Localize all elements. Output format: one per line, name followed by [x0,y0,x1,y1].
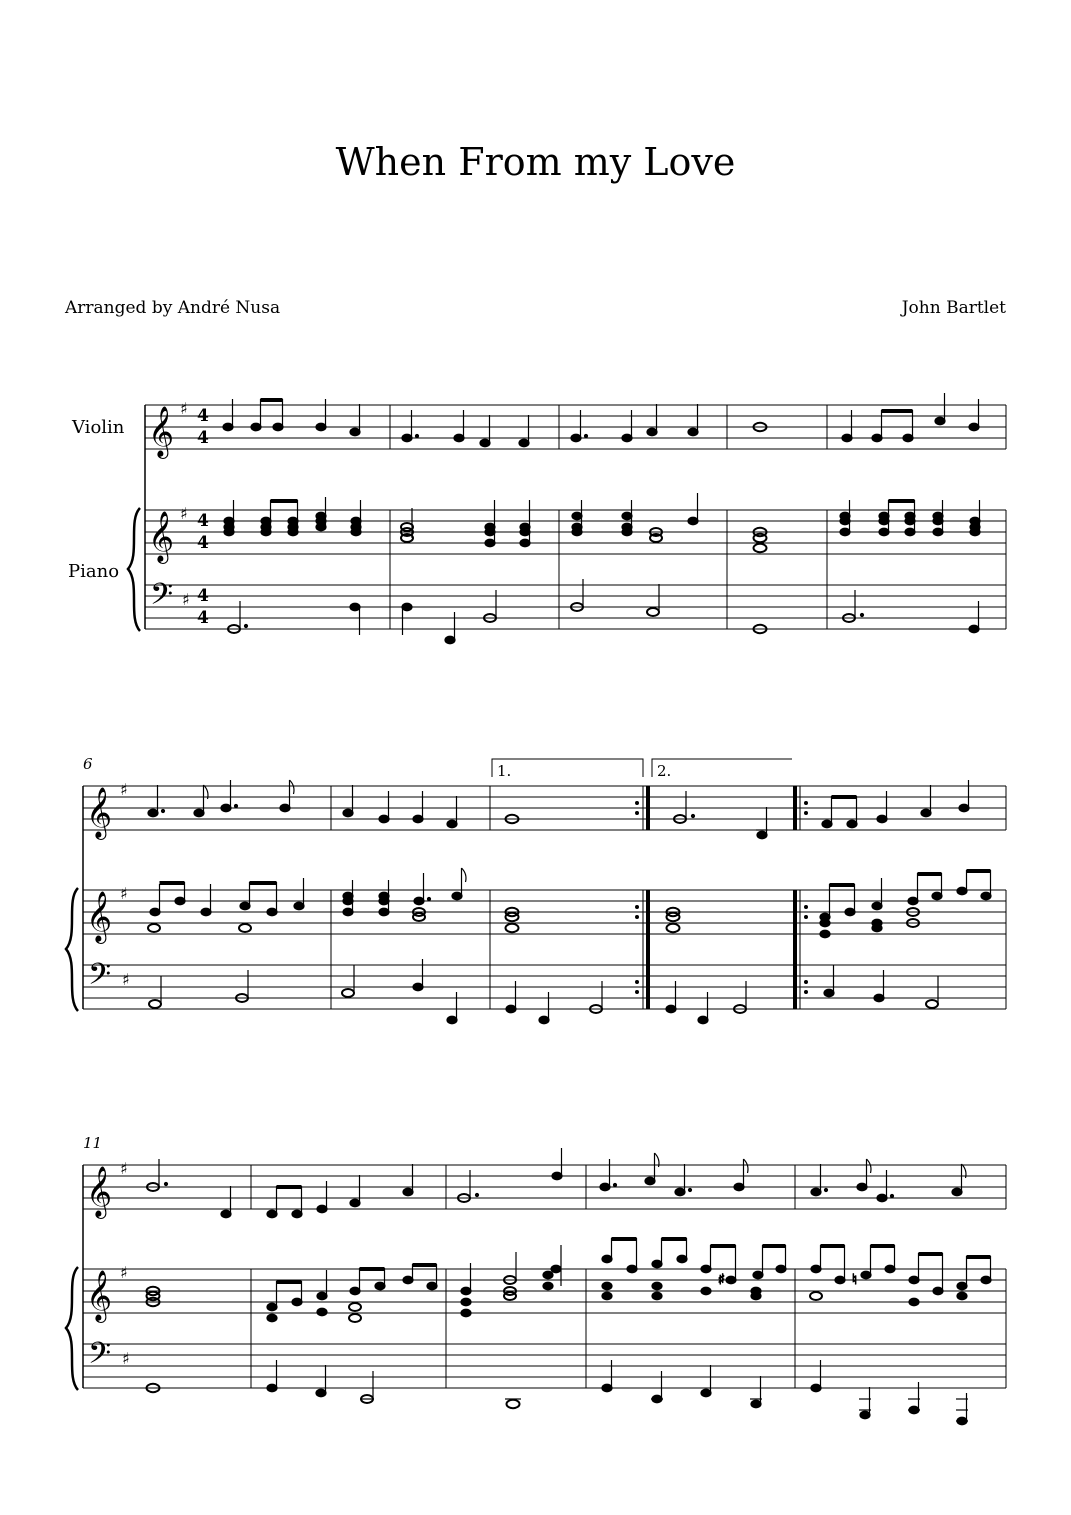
sharp-icon: ♯ [120,884,128,903]
piano-label: Piano [68,561,120,582]
piano-brace [66,1267,78,1390]
treble-clef-icon: 𝄞 [148,511,175,562]
arranger-credit: Arranged by André Nusa [65,298,281,318]
svg-text:4: 4 [197,511,209,531]
sharp-icon: ♯ [120,1159,128,1178]
time-signature [197,406,209,628]
treble-clef-icon: 𝄞 [86,1166,113,1217]
treble-clef-icon: 𝄞 [86,891,113,942]
piano-bass-notes [147,1360,969,1425]
violin-label: Violin [72,417,125,438]
piano-bass-notes [228,579,979,644]
sharp-icon: ♯ [182,590,190,609]
violin-notes [147,1148,966,1218]
svg-text:4: 4 [197,586,209,606]
system-3 [66,1134,1006,1425]
piano-bass-staff [83,1344,1006,1388]
sharp-icon: ♯ [718,1272,725,1288]
piano-brace [128,508,140,631]
composer-credit: John Bartlet [901,298,1006,318]
piano-brace [66,888,78,1011]
piano-treble-staff [83,890,1006,934]
system-2 [66,755,1006,1024]
measure-number: 11 [83,1134,103,1152]
bass-clef-icon: 𝄢 [150,578,174,619]
page-title: When From my Love [335,140,736,184]
bass-clef-icon: 𝄢 [88,958,112,999]
svg-text:4: 4 [197,533,209,553]
sharp-icon: ♯ [122,970,130,989]
violin-notes [223,393,979,447]
sharp-icon: ♯ [120,780,128,799]
svg-text:4: 4 [197,428,209,448]
piano-bass-notes [149,959,938,1024]
bass-clef-icon: 𝄢 [88,1337,112,1378]
measure-number: 6 [83,755,93,773]
piano-treble-notes [148,868,991,938]
piano-bass-staff [145,585,1006,629]
volta-second: 2. [657,762,672,780]
sharp-icon: ♯ [120,1263,128,1282]
piano-bass-staff [83,965,1006,1009]
system-1 [128,393,1006,644]
svg-text:4: 4 [197,406,209,426]
treble-clef-icon: 𝄞 [148,406,175,457]
svg-text:4: 4 [197,608,209,628]
sharp-icon: ♯ [180,504,188,523]
sharp-icon: ♯ [122,1349,130,1368]
volta-first: 1. [497,762,512,780]
volta-brackets [492,759,792,780]
sharp-icon: ♯ [180,399,188,418]
treble-clef-icon: 𝄞 [86,787,113,838]
treble-clef-icon: 𝄞 [86,1270,113,1321]
natural-icon: ♮ [852,1272,858,1288]
